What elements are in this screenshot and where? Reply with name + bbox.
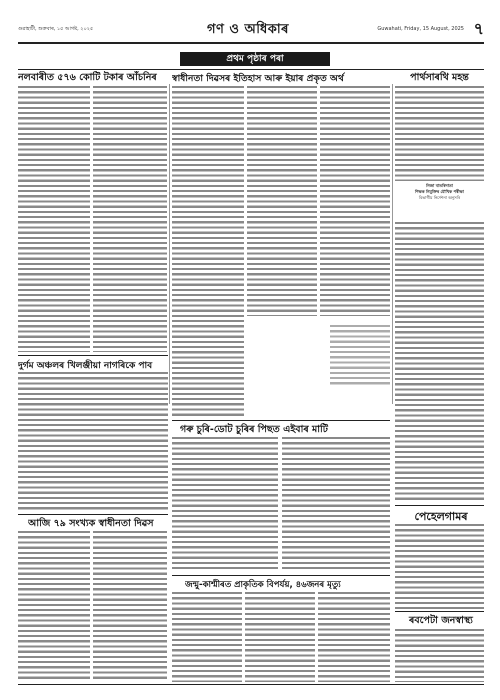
article-text: [245, 592, 315, 682]
page-number: ৭: [473, 19, 484, 38]
article-text: [172, 86, 244, 418]
notice-line-2: বিভাগীয় নিৰ্দেশনা অনুসৰি: [418, 195, 461, 200]
section-rule: [18, 355, 168, 356]
section-banner: প্ৰথম পৃষ্ঠাৰ পৰা: [180, 52, 330, 66]
section-rule: [172, 420, 390, 421]
section-rule: [172, 575, 390, 576]
headline-remote-citizens: দুৰ্গম অঞ্চলৰ খিলঞ্জীয়া নাগৰিকে পাব: [18, 361, 153, 371]
column-divider: [392, 84, 393, 404]
article-text: [172, 437, 278, 572]
article-text: [93, 86, 167, 352]
article-text: [318, 592, 390, 682]
article-text: [320, 86, 390, 316]
article-text: [18, 372, 168, 512]
column-divider: [169, 84, 170, 404]
footer-rule: [18, 684, 484, 685]
notice-box: [395, 183, 484, 221]
headline-pahalgam: পেহেলগামৰ: [414, 510, 468, 523]
date-line-assamese: গুৱাহাটী, শুক্ৰবাৰ, ১৫ আগষ্ট, ২০২৫: [18, 26, 94, 32]
article-text: [395, 86, 484, 181]
article-text: [172, 592, 242, 682]
quoted-lines: [330, 325, 390, 385]
article-text: [18, 531, 90, 681]
headline-cattle-theft: গৰু চুৰি-ডোট চুৰিৰ পিছত এইবাৰ মাটি: [180, 424, 328, 435]
banner-rule: [18, 69, 484, 70]
article-text: [282, 437, 390, 572]
section-rule: [18, 514, 168, 515]
headline-barpeta: ৰবপেটা জনস্বাস্থ্য: [409, 615, 473, 626]
section-rule: [395, 611, 484, 612]
article-text: [18, 86, 90, 352]
headline-parthasarathi: পাৰ্থসাৰথি মহন্ত: [410, 72, 469, 83]
notice-line-1: শিক্ষক নিযুক্তিৰ মৌখিক পৰীক্ষা: [415, 189, 464, 194]
header-rule: [18, 42, 484, 44]
article-text: [247, 86, 317, 316]
notice-title: নিজা বাতৰিদাতা: [426, 183, 453, 188]
headline-79th-independence: আজি ৭৯ সংখ্যক স্বাধীনতা দিৱস: [28, 518, 154, 529]
headline-nalbari: নলবাৰীত ৫৭৬ কোটি টকাৰ আঁচনিৰ: [18, 72, 157, 83]
page-header: [18, 18, 484, 40]
section-rule: [395, 505, 484, 506]
article-text: [395, 222, 484, 502]
date-line-english: Guwahati, Friday, 15 August, 2025: [377, 26, 464, 32]
headline-jammu-kashmir: জন্মু-কাশ্মীৰত প্ৰাকৃতিক বিপৰ্যয়, ৪৬জনৰ মৃত্যু: [185, 580, 341, 590]
masthead: গণ ও অধিকাৰ: [207, 22, 289, 37]
article-text: [395, 629, 484, 682]
article-text: [93, 531, 167, 681]
article-text: [395, 524, 484, 609]
headline-independence-history: স্বাধীনতা দিৱসৰ ইতিহাস আৰু ইয়াৰ প্ৰকৃত অৰ্থ: [172, 73, 344, 84]
